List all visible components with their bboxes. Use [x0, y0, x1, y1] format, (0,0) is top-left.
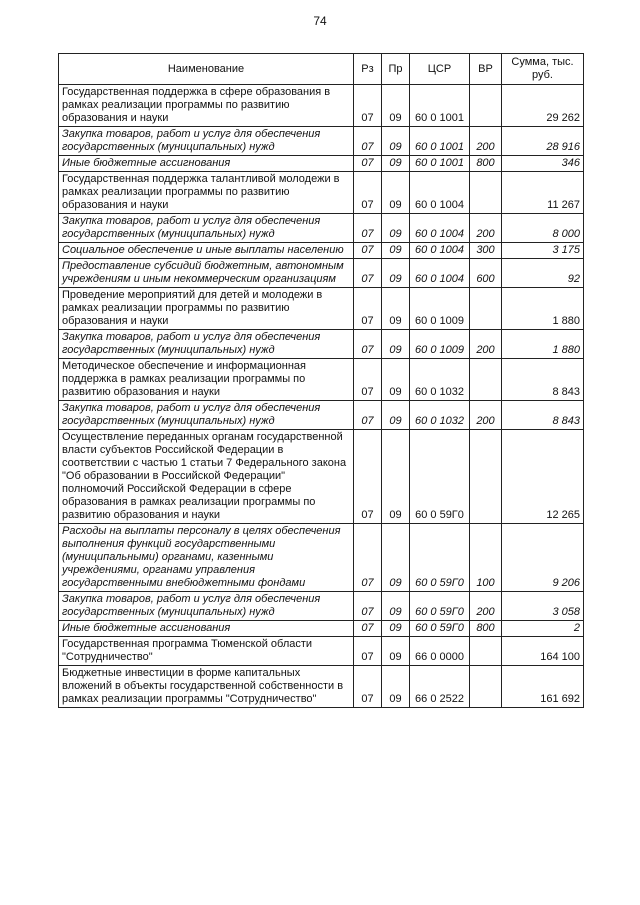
table-row [59, 592, 584, 621]
cell-pr: 09 [382, 243, 410, 259]
cell-csr: 66 0 2522 [410, 666, 470, 708]
cell-pr: 09 [382, 621, 410, 637]
cell-vr: 200 [470, 127, 502, 156]
table-row [59, 524, 584, 592]
cell-name: Иные бюджетные ассигнования [59, 621, 354, 637]
cell-sum: 8 000 [502, 214, 584, 243]
cell-sum: 1 880 [502, 288, 584, 330]
cell-csr: 66 0 0000 [410, 637, 470, 666]
cell-sum: 28 916 [502, 127, 584, 156]
cell-name: Методическое обеспечение и информационная поддержка в рамках реализации программы по развитию образования и науки [59, 359, 354, 401]
cell-rz: 07 [354, 401, 382, 430]
cell-pr: 09 [382, 430, 410, 524]
cell-pr: 09 [382, 85, 410, 127]
cell-vr [470, 359, 502, 401]
table-row [59, 666, 584, 708]
table-row [59, 330, 584, 359]
cell-csr: 60 0 1001 [410, 85, 470, 127]
cell-pr: 09 [382, 288, 410, 330]
cell-vr [470, 666, 502, 708]
cell-rz: 07 [354, 524, 382, 592]
cell-rz: 07 [354, 592, 382, 621]
table-row [59, 288, 584, 330]
cell-sum: 9 206 [502, 524, 584, 592]
cell-vr: 200 [470, 214, 502, 243]
cell-name: Проведение мероприятий для детей и молодежи в рамках реализации программы по развитию образования и науки [59, 288, 354, 330]
cell-pr: 09 [382, 330, 410, 359]
cell-sum: 3 175 [502, 243, 584, 259]
cell-csr: 60 0 1004 [410, 214, 470, 243]
cell-sum: 92 [502, 259, 584, 288]
cell-sum: 346 [502, 156, 584, 172]
cell-rz: 07 [354, 330, 382, 359]
cell-csr: 60 0 59Г0 [410, 592, 470, 621]
cell-vr [470, 637, 502, 666]
cell-name: Предоставление субсидий бюджетным, автономным учреждениям и иным некоммерческим организациям [59, 259, 354, 288]
cell-vr [470, 430, 502, 524]
cell-csr: 60 0 59Г0 [410, 430, 470, 524]
cell-vr: 200 [470, 330, 502, 359]
cell-name: Закупка товаров, работ и услуг для обеспечения государственных (муниципальных) нужд [59, 401, 354, 430]
cell-name: Осуществление переданных органам государственной власти субъектов Российской Федерации в соответствии с частью 1 статьи 7 Федерального закона "Об образовании в Российской Федерации" полномочий Российской Федерации в сфере образования в рамках реализации программы по развитию образования и науки [59, 430, 354, 524]
cell-rz: 07 [354, 621, 382, 637]
cell-sum: 164 100 [502, 637, 584, 666]
table-row [59, 259, 584, 288]
cell-pr: 09 [382, 127, 410, 156]
cell-vr [470, 85, 502, 127]
cell-pr: 09 [382, 156, 410, 172]
cell-csr: 60 0 59Г0 [410, 621, 470, 637]
cell-rz: 07 [354, 259, 382, 288]
header-sum: Сумма, тыс. руб. [502, 54, 584, 85]
cell-name: Закупка товаров, работ и услуг для обеспечения государственных (муниципальных) нужд [59, 214, 354, 243]
cell-csr: 60 0 1004 [410, 259, 470, 288]
table-row [59, 401, 584, 430]
cell-rz: 07 [354, 637, 382, 666]
cell-rz: 07 [354, 243, 382, 259]
cell-sum: 12 265 [502, 430, 584, 524]
cell-rz: 07 [354, 172, 382, 214]
table-header-row [59, 54, 584, 85]
cell-name: Государственная программа Тюменской области "Сотрудничество" [59, 637, 354, 666]
table-row [59, 243, 584, 259]
cell-vr: 800 [470, 621, 502, 637]
cell-sum: 29 262 [502, 85, 584, 127]
table-row [59, 127, 584, 156]
table-row [59, 172, 584, 214]
table-row [59, 214, 584, 243]
cell-pr: 09 [382, 637, 410, 666]
header-name: Наименование [59, 54, 354, 85]
cell-rz: 07 [354, 214, 382, 243]
cell-csr: 60 0 1009 [410, 330, 470, 359]
cell-sum: 8 843 [502, 359, 584, 401]
cell-name: Социальное обеспечение и иные выплаты населению [59, 243, 354, 259]
cell-pr: 09 [382, 401, 410, 430]
header-vr: ВР [470, 54, 502, 85]
cell-sum: 8 843 [502, 401, 584, 430]
header-pr: Пр [382, 54, 410, 85]
cell-csr: 60 0 1009 [410, 288, 470, 330]
cell-csr: 60 0 1001 [410, 156, 470, 172]
cell-name: Бюджетные инвестиции в форме капитальных вложений в объекты государственной собственности в рамках реализации программы "Сотрудничество" [59, 666, 354, 708]
cell-rz: 07 [354, 359, 382, 401]
cell-vr: 600 [470, 259, 502, 288]
cell-vr: 100 [470, 524, 502, 592]
header-csr: ЦСР [410, 54, 470, 85]
cell-name: Закупка товаров, работ и услуг для обеспечения государственных (муниципальных) нужд [59, 592, 354, 621]
cell-vr: 200 [470, 592, 502, 621]
cell-vr: 300 [470, 243, 502, 259]
cell-sum: 2 [502, 621, 584, 637]
cell-rz: 07 [354, 156, 382, 172]
cell-name: Государственная поддержка талантливой молодежи в рамках реализации программы по развитию образования и науки [59, 172, 354, 214]
cell-pr: 09 [382, 259, 410, 288]
cell-name: Расходы на выплаты персоналу в целях обеспечения выполнения функций государственными (муниципальными) органами, казенными учреждениями, органами управления государственными внебюджетными фондами [59, 524, 354, 592]
table-row [59, 359, 584, 401]
cell-sum: 161 692 [502, 666, 584, 708]
cell-name: Государственная поддержка в сфере образования в рамках реализации программы по развитию образования и науки [59, 85, 354, 127]
cell-pr: 09 [382, 524, 410, 592]
cell-name: Закупка товаров, работ и услуг для обеспечения государственных (муниципальных) нужд [59, 127, 354, 156]
cell-sum: 11 267 [502, 172, 584, 214]
header-rz: Рз [354, 54, 382, 85]
budget-table [58, 53, 584, 708]
cell-sum: 1 880 [502, 330, 584, 359]
cell-csr: 60 0 1032 [410, 401, 470, 430]
cell-pr: 09 [382, 172, 410, 214]
cell-pr: 09 [382, 359, 410, 401]
cell-rz: 07 [354, 127, 382, 156]
cell-rz: 07 [354, 85, 382, 127]
cell-vr [470, 172, 502, 214]
table-row [59, 621, 584, 637]
cell-pr: 09 [382, 214, 410, 243]
cell-csr: 60 0 1004 [410, 243, 470, 259]
cell-rz: 07 [354, 666, 382, 708]
table-row [59, 85, 584, 127]
cell-csr: 60 0 59Г0 [410, 524, 470, 592]
cell-csr: 60 0 1001 [410, 127, 470, 156]
cell-name: Иные бюджетные ассигнования [59, 156, 354, 172]
table-row [59, 156, 584, 172]
table-row [59, 637, 584, 666]
cell-name: Закупка товаров, работ и услуг для обеспечения государственных (муниципальных) нужд [59, 330, 354, 359]
cell-rz: 07 [354, 430, 382, 524]
page-number: 74 [313, 14, 327, 28]
cell-sum: 3 058 [502, 592, 584, 621]
cell-vr: 200 [470, 401, 502, 430]
table-row [59, 430, 584, 524]
cell-csr: 60 0 1004 [410, 172, 470, 214]
cell-pr: 09 [382, 592, 410, 621]
cell-pr: 09 [382, 666, 410, 708]
cell-rz: 07 [354, 288, 382, 330]
cell-csr: 60 0 1032 [410, 359, 470, 401]
cell-vr: 800 [470, 156, 502, 172]
cell-vr [470, 288, 502, 330]
